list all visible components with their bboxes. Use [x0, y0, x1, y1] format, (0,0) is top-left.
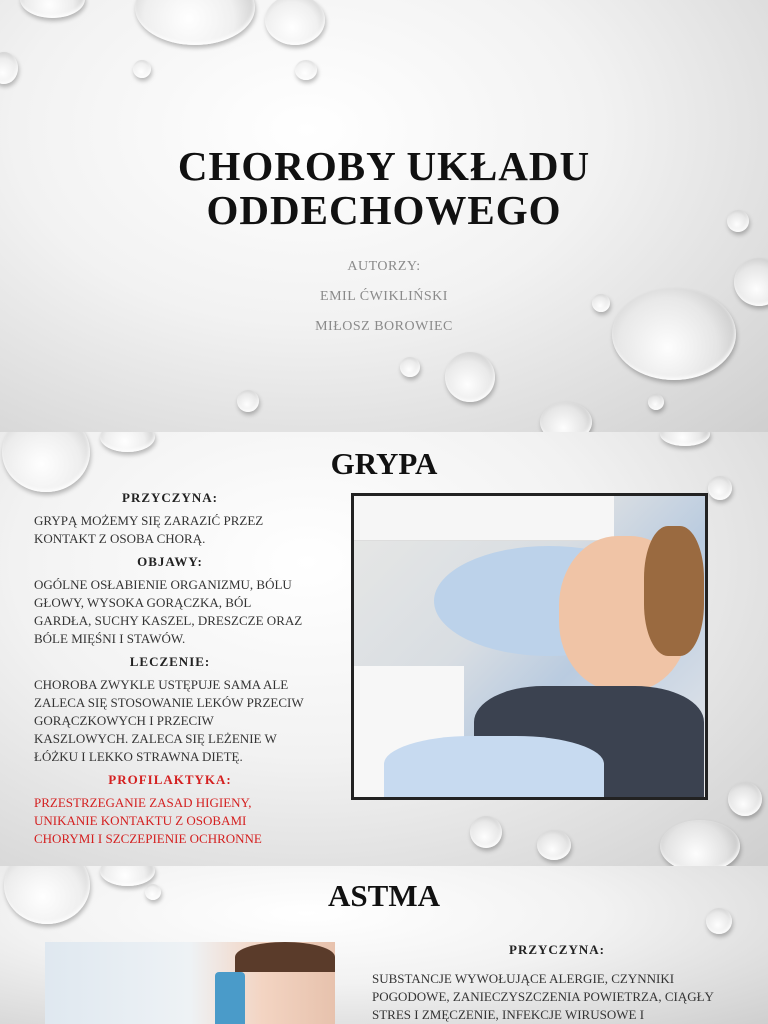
inhaler — [215, 972, 245, 1024]
title-line-1: CHOROBY UKŁADU — [177, 143, 591, 189]
author-name: MIŁOSZ BOROWIEC — [315, 319, 453, 334]
prevention-heading: PROFILAKTYKA: — [108, 772, 232, 787]
symptoms-text: OGÓLNE OSŁABIENIE ORGANIZMU, BÓLU GŁOWY, WYSOKA GORĄCZKA, BÓL GARDŁA, SUCHY KASZEL, DRESZCZE ORAZ BÓLE MIĘŚNI I STAWÓW. — [34, 577, 303, 646]
water-drop — [470, 816, 502, 848]
treatment-text: CHOROBA ZWYKLE USTĘPUJE SAMA ALE ZALECA SIĘ STOSOWANIE LEKÓW PRZECIW GORĄCZKOWYCH I PRZECIW KASZLOWYCH. ZALECA SIĘ LEŻENIE W ŁÓŻKU I LEKKO STRAWNA DIETĘ. — [34, 677, 304, 764]
slide-title: GRYPA — [330, 446, 438, 481]
water-drop — [400, 357, 420, 377]
water-drop — [537, 830, 571, 860]
slide-title: ASTMA — [328, 878, 440, 913]
water-drop — [445, 352, 495, 402]
water-drop — [135, 0, 255, 45]
cause-text: GRYPĄ MOŻEMY SIĘ ZARAZIĆ PRZEZ KONTAKT Z OSOBA CHORĄ. — [34, 513, 264, 546]
water-drop — [540, 402, 592, 432]
water-drop — [237, 390, 259, 412]
title-slide — [0, 0, 768, 432]
flu-slide — [0, 432, 768, 866]
presentation-title — [0, 144, 768, 232]
water-drop — [648, 394, 664, 410]
water-drop — [0, 52, 18, 84]
arm — [354, 496, 614, 541]
water-drop — [660, 820, 740, 866]
prevention-text: PRZESTRZEGANIE ZASAD HIGIENY, UNIKANIE KONTAKTU Z OSOBAMI CHORYMI I SZCZEPIENIE OCHRONNE — [34, 795, 262, 846]
author-name: EMIL ĆWIKLIŃSKI — [320, 289, 448, 304]
authors-label: AUTORZY: — [347, 259, 421, 274]
water-drop — [728, 782, 762, 816]
asthma-slide — [0, 866, 768, 1024]
cause-heading: PRZYCZYNA: — [122, 490, 218, 505]
sick-child-photo — [351, 493, 708, 800]
inhaler-photo — [45, 942, 335, 1024]
cause-heading: PRZYCZYNA: — [509, 942, 605, 957]
child-hair — [644, 526, 704, 656]
water-drop — [133, 60, 151, 78]
water-drop — [660, 432, 710, 446]
cause-text: SUBSTANCJE WYWOŁUJĄCE ALERGIE, CZYNNIKI POGODOWE, ZANIECZYSZCZENIA POWIETRZA, CIĄGŁY STRES I ZMĘCZENIE, INFEKCJE WIRUSOWE I — [372, 971, 714, 1022]
water-drop — [295, 60, 317, 80]
water-drop — [265, 0, 325, 45]
water-drop — [20, 0, 85, 18]
title-line-2: ODDECHOWEGO — [206, 187, 562, 233]
blanket — [384, 736, 604, 800]
authors — [0, 252, 768, 342]
flu-text-column — [34, 490, 306, 854]
symptoms-heading: OBJAWY: — [137, 554, 203, 569]
hair — [235, 942, 335, 972]
treatment-heading: LECZENIE: — [129, 654, 211, 669]
asthma-text-column — [372, 942, 742, 1024]
